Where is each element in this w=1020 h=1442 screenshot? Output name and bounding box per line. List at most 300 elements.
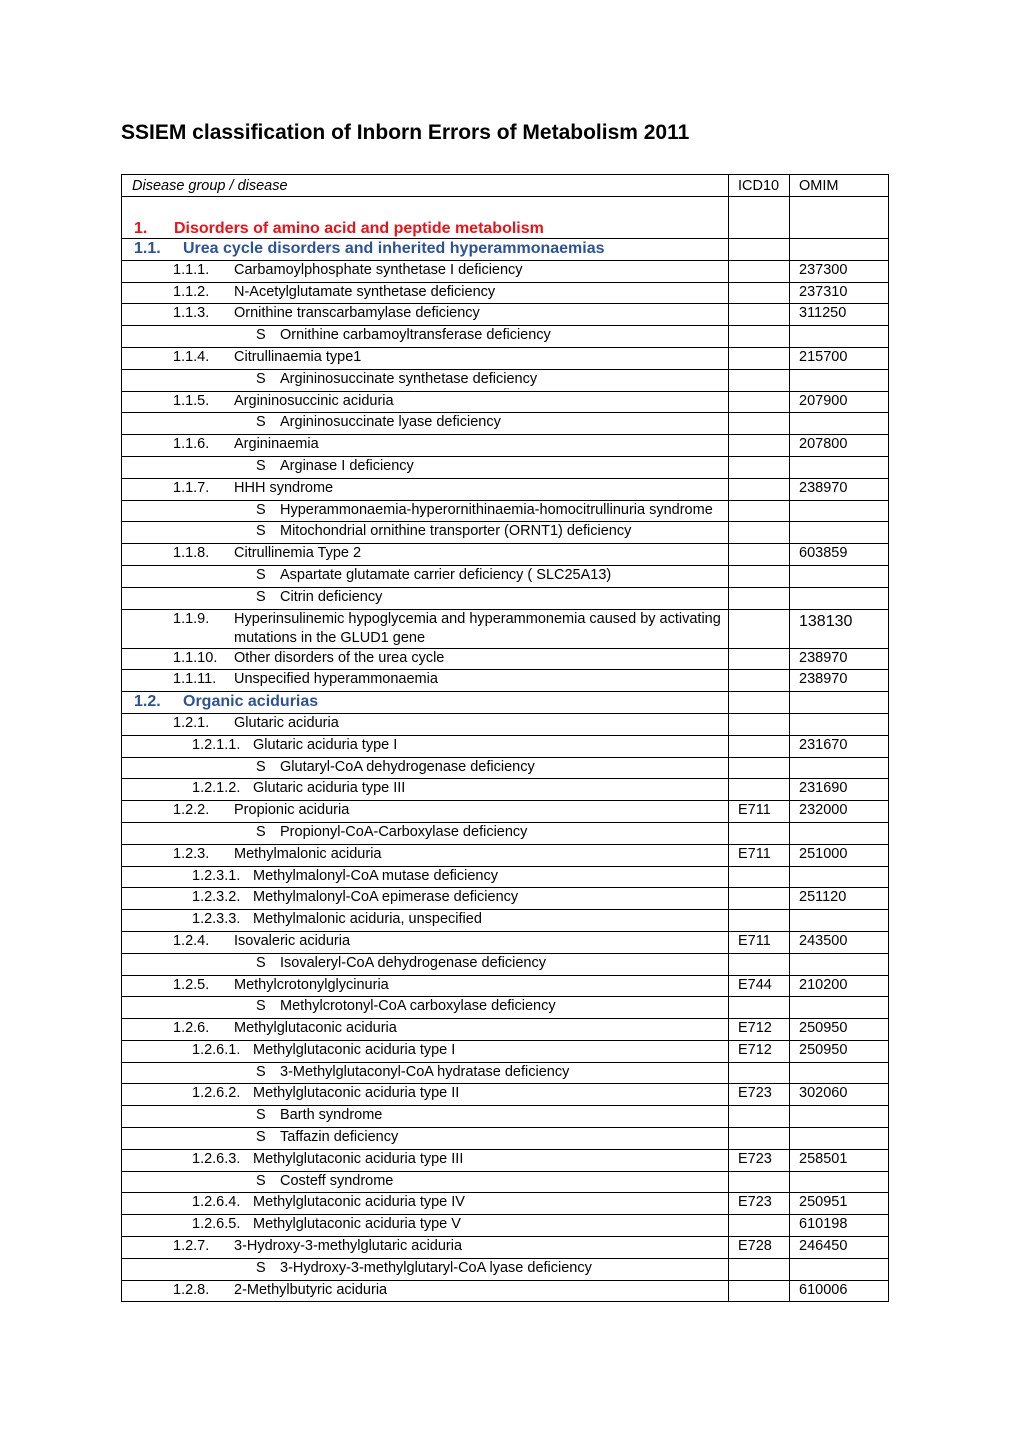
table-row xyxy=(122,779,889,801)
icd10-cell xyxy=(729,197,790,239)
table-row xyxy=(122,1171,889,1193)
icd10-cell: E723 xyxy=(729,1149,790,1171)
row-number: 1.2.6.3. xyxy=(192,1150,241,1167)
table-row xyxy=(122,648,889,670)
table-row xyxy=(122,888,889,910)
row-disease-name: Propionic aciduria xyxy=(234,802,350,819)
omim-cell xyxy=(790,522,889,544)
disease-cell xyxy=(122,1062,729,1084)
table-row xyxy=(122,1084,889,1106)
disease-cell xyxy=(122,609,729,648)
omim-cell: 231690 xyxy=(790,779,889,801)
icd10-cell xyxy=(729,953,790,975)
row-number: S xyxy=(256,1172,266,1189)
row-number: 1.2.1.1. xyxy=(192,736,241,753)
omim-cell xyxy=(790,713,889,735)
icd10-cell xyxy=(729,910,790,932)
table-row xyxy=(122,435,889,457)
omim-cell xyxy=(790,197,889,239)
row-number: 1.2.7. xyxy=(173,1238,210,1255)
disease-cell xyxy=(122,670,729,692)
table-row xyxy=(122,1062,889,1084)
row-number: 1.1.7. xyxy=(173,479,210,496)
table-row xyxy=(122,456,889,478)
row-disease-name: Argininosuccinate synthetase deficiency xyxy=(280,370,538,387)
disease-cell xyxy=(122,953,729,975)
row-disease-name: Isovaleric aciduria xyxy=(234,932,351,949)
row-disease-name: Methylcrotonylglycinuria xyxy=(234,976,389,993)
disease-cell xyxy=(122,888,729,910)
omim-cell: 207800 xyxy=(790,435,889,457)
icd10-cell xyxy=(729,347,790,369)
row-disease-name: Costeff syndrome xyxy=(280,1172,394,1189)
table-body xyxy=(122,197,889,1302)
row-disease-name: 2-Methylbutyric aciduria xyxy=(234,1281,388,1298)
row-disease-name: 3-Hydroxy-3-methylglutaryl-CoA lyase deficiency xyxy=(280,1259,592,1276)
omim-cell: 251120 xyxy=(790,888,889,910)
disease-cell xyxy=(122,931,729,953)
header-icd10: ICD10 xyxy=(729,175,790,197)
icd10-cell xyxy=(729,692,790,714)
row-number: S xyxy=(256,370,266,387)
omim-cell: 251000 xyxy=(790,844,889,866)
row-disease-name: Methylcrotonyl-CoA carboxylase deficiency xyxy=(280,998,556,1015)
table-row xyxy=(122,844,889,866)
row-number: S xyxy=(256,327,266,344)
icd10-cell xyxy=(729,779,790,801)
header-disease: Disease group / disease xyxy=(122,175,729,197)
disease-cell xyxy=(122,1237,729,1259)
row-number: 1.2.3. xyxy=(173,845,210,862)
row-disease-name: Organic acidurias xyxy=(183,693,319,711)
icd10-cell: E711 xyxy=(729,844,790,866)
icd10-cell: E712 xyxy=(729,1040,790,1062)
disease-cell xyxy=(122,648,729,670)
omim-cell xyxy=(790,500,889,522)
row-disease-name: Ornithine transcarbamylase deficiency xyxy=(234,305,480,322)
table-row xyxy=(122,260,889,282)
row-number: S xyxy=(256,457,266,474)
omim-cell: 250950 xyxy=(790,1040,889,1062)
omim-cell xyxy=(790,910,889,932)
row-number: S xyxy=(256,588,266,605)
icd10-cell: E723 xyxy=(729,1193,790,1215)
row-number: 1.2.3.1. xyxy=(192,867,241,884)
icd10-cell xyxy=(729,1171,790,1193)
table-row xyxy=(122,713,889,735)
table-row xyxy=(122,522,889,544)
omim-cell: 610006 xyxy=(790,1280,889,1302)
omim-cell: 210200 xyxy=(790,975,889,997)
row-number: 1.1.11. xyxy=(173,671,217,688)
icd10-cell: E711 xyxy=(729,801,790,823)
omim-cell: 238970 xyxy=(790,648,889,670)
row-number: 1.2.8. xyxy=(173,1281,210,1298)
disease-cell xyxy=(122,997,729,1019)
omim-cell xyxy=(790,953,889,975)
icd10-cell xyxy=(729,413,790,435)
icd10-cell xyxy=(729,1062,790,1084)
row-disease-name: Methylmalonic aciduria xyxy=(234,845,382,862)
icd10-cell xyxy=(729,1215,790,1237)
table-row xyxy=(122,801,889,823)
icd10-cell xyxy=(729,609,790,648)
disease-cell xyxy=(122,1258,729,1280)
table-row xyxy=(122,1280,889,1302)
row-disease-name: Methylglutaconic aciduria type IV xyxy=(253,1194,465,1211)
omim-cell xyxy=(790,413,889,435)
omim-cell xyxy=(790,565,889,587)
row-disease-name: Glutaric aciduria type I xyxy=(253,736,398,753)
row-disease-name: N-Acetylglutamate synthetase deficiency xyxy=(234,283,496,300)
table-header-row xyxy=(122,175,889,197)
omim-cell: 237310 xyxy=(790,282,889,304)
table-row xyxy=(122,670,889,692)
omim-cell: 215700 xyxy=(790,347,889,369)
icd10-cell xyxy=(729,866,790,888)
disease-cell xyxy=(122,757,729,779)
icd10-cell xyxy=(729,1128,790,1150)
table-row xyxy=(122,1258,889,1280)
omim-cell xyxy=(790,369,889,391)
icd10-cell xyxy=(729,1106,790,1128)
row-number: S xyxy=(256,414,266,431)
row-disease-name: Glutaric aciduria xyxy=(234,714,339,731)
omim-cell xyxy=(790,822,889,844)
row-number: S xyxy=(256,1063,266,1080)
icd10-cell xyxy=(729,456,790,478)
row-disease-name: Glutaryl-CoA dehydrogenase deficiency xyxy=(280,758,535,775)
omim-cell: 232000 xyxy=(790,801,889,823)
omim-cell: 246450 xyxy=(790,1237,889,1259)
disease-cell xyxy=(122,1084,729,1106)
row-disease-name: Arginase I deficiency xyxy=(280,457,414,474)
row-disease-name: Ornithine carbamoyltransferase deficiency xyxy=(280,327,551,344)
table-row xyxy=(122,347,889,369)
row-number: S xyxy=(256,954,266,971)
row-number: 1.2.6.4. xyxy=(192,1194,241,1211)
table-row xyxy=(122,326,889,348)
row-disease-name: Disorders of amino acid and peptide metabolism xyxy=(174,220,544,237)
omim-cell: 243500 xyxy=(790,931,889,953)
omim-cell: 237300 xyxy=(790,260,889,282)
disease-cell xyxy=(122,1019,729,1041)
table-row xyxy=(122,239,889,261)
table-row xyxy=(122,587,889,609)
row-disease-name: 3-Methylglutaconyl-CoA hydratase deficiency xyxy=(280,1063,570,1080)
table-row xyxy=(122,544,889,566)
row-number: 1.1.3. xyxy=(173,305,210,322)
icd10-cell xyxy=(729,735,790,757)
icd10-cell xyxy=(729,1280,790,1302)
omim-cell: 311250 xyxy=(790,304,889,326)
table-row xyxy=(122,735,889,757)
row-number: 1.2.4. xyxy=(173,932,210,949)
icd10-cell: E744 xyxy=(729,975,790,997)
page-title: SSIEM classification of Inborn Errors of Metabolism 2011 xyxy=(121,121,690,144)
row-number: 1.1. xyxy=(134,240,161,257)
row-disease-name: Mitochondrial ornithine transporter (ORNT1) deficiency xyxy=(280,523,632,540)
icd10-cell xyxy=(729,260,790,282)
omim-cell xyxy=(790,1106,889,1128)
row-number: S xyxy=(256,566,266,583)
table-row xyxy=(122,282,889,304)
icd10-cell xyxy=(729,648,790,670)
row-disease-name: Methylmalonyl-CoA epimerase deficiency xyxy=(253,889,519,906)
table-row xyxy=(122,1237,889,1259)
disease-cell xyxy=(122,713,729,735)
row-number: 1.2.6.1. xyxy=(192,1041,241,1058)
row-disease-name: Hyperammonaemia-hyperornithinaemia-homocitrullinuria syndrome xyxy=(280,501,713,518)
table-row xyxy=(122,391,889,413)
row-disease-name: Methylglutaconic aciduria type V xyxy=(253,1216,461,1233)
row-number: 1.2.1. xyxy=(173,714,210,731)
omim-cell xyxy=(790,587,889,609)
omim-cell: 258501 xyxy=(790,1149,889,1171)
table-row xyxy=(122,478,889,500)
icd10-cell xyxy=(729,713,790,735)
disease-cell xyxy=(122,1128,729,1150)
omim-cell: 250950 xyxy=(790,1019,889,1041)
row-disease-name: Aspartate glutamate carrier deficiency ( SLC25A13) xyxy=(280,566,612,583)
omim-cell: 302060 xyxy=(790,1084,889,1106)
icd10-cell xyxy=(729,1258,790,1280)
disease-cell xyxy=(122,435,729,457)
omim-cell xyxy=(790,1062,889,1084)
disease-cell xyxy=(122,369,729,391)
row-number: S xyxy=(256,758,266,775)
disease-cell xyxy=(122,975,729,997)
row-number: 1.2. xyxy=(134,693,161,711)
table-row xyxy=(122,413,889,435)
row-number: 1.2.6. xyxy=(173,1020,210,1037)
omim-cell xyxy=(790,456,889,478)
row-disease-name: Methylmalonic aciduria, unspecified xyxy=(253,911,482,928)
row-number: 1.2.3.2. xyxy=(192,889,241,906)
table-row xyxy=(122,1215,889,1237)
table-row xyxy=(122,197,889,239)
icd10-cell xyxy=(729,565,790,587)
icd10-cell xyxy=(729,888,790,910)
disease-cell xyxy=(122,1040,729,1062)
table-row xyxy=(122,692,889,714)
row-number: 1.1.8. xyxy=(173,545,210,562)
row-number: S xyxy=(256,1107,266,1124)
icd10-cell xyxy=(729,304,790,326)
table-row xyxy=(122,369,889,391)
row-disease-name: Methylglutaconic aciduria type III xyxy=(253,1150,464,1167)
row-number: 1.1.1. xyxy=(173,261,210,278)
row-number: S xyxy=(256,501,266,518)
omim-cell xyxy=(790,326,889,348)
table-row xyxy=(122,1040,889,1062)
row-number: 1.1.6. xyxy=(173,436,210,453)
disease-cell xyxy=(122,801,729,823)
icd10-cell xyxy=(729,239,790,261)
row-number: 1.2.6.5. xyxy=(192,1216,241,1233)
icd10-cell xyxy=(729,670,790,692)
icd10-cell xyxy=(729,326,790,348)
row-number: 1.2.1.2. xyxy=(192,780,241,797)
omim-cell: 238970 xyxy=(790,670,889,692)
disease-cell xyxy=(122,500,729,522)
disease-cell xyxy=(122,260,729,282)
table-row xyxy=(122,822,889,844)
disease-cell xyxy=(122,822,729,844)
table-row xyxy=(122,866,889,888)
disease-cell xyxy=(122,239,729,261)
disease-cell xyxy=(122,735,729,757)
omim-cell xyxy=(790,1128,889,1150)
row-disease-name: Citrullinaemia type1 xyxy=(234,348,362,365)
icd10-cell xyxy=(729,282,790,304)
disease-cell xyxy=(122,692,729,714)
omim-cell: 250951 xyxy=(790,1193,889,1215)
row-number: S xyxy=(256,998,266,1015)
row-disease-name: Argininosuccinate lyase deficiency xyxy=(280,414,501,431)
icd10-cell xyxy=(729,757,790,779)
disease-cell xyxy=(122,391,729,413)
row-number: S xyxy=(256,1259,266,1276)
table-row xyxy=(122,500,889,522)
table-row xyxy=(122,609,889,648)
icd10-cell xyxy=(729,478,790,500)
icd10-cell xyxy=(729,822,790,844)
disease-cell xyxy=(122,282,729,304)
row-disease-name: Citrin deficiency xyxy=(280,588,383,605)
row-disease-name: Hyperinsulinemic hypoglycemia and hyperammonemia caused by activating mutations in the GLUD1 gene xyxy=(234,610,721,646)
header-omim: OMIM xyxy=(790,175,889,197)
omim-cell xyxy=(790,866,889,888)
table-row xyxy=(122,1128,889,1150)
row-number: 1.1.5. xyxy=(173,392,210,409)
table-row xyxy=(122,1193,889,1215)
disease-cell xyxy=(122,1106,729,1128)
disease-cell xyxy=(122,1149,729,1171)
icd10-cell: E728 xyxy=(729,1237,790,1259)
omim-cell xyxy=(790,239,889,261)
row-disease-name: Isovaleryl-CoA dehydrogenase deficiency xyxy=(280,954,546,971)
omim-cell xyxy=(790,997,889,1019)
row-disease-name: Methylglutaconic aciduria xyxy=(234,1020,397,1037)
row-number: 1.1.9. xyxy=(173,610,210,627)
row-disease-name: Urea cycle disorders and inherited hyperammonaemias xyxy=(183,240,605,257)
row-disease-name: Barth syndrome xyxy=(280,1107,383,1124)
disease-cell xyxy=(122,587,729,609)
row-number: 1.2.2. xyxy=(173,802,210,819)
row-disease-name: Argininaemia xyxy=(234,436,319,453)
icd10-cell xyxy=(729,391,790,413)
table-row xyxy=(122,304,889,326)
row-number: 1.2.3.3. xyxy=(192,911,241,928)
table-row xyxy=(122,1149,889,1171)
row-number: S xyxy=(256,523,266,540)
row-number: 1.1.2. xyxy=(173,283,210,300)
table-row xyxy=(122,975,889,997)
icd10-cell: E712 xyxy=(729,1019,790,1041)
omim-cell: 231670 xyxy=(790,735,889,757)
disease-cell xyxy=(122,844,729,866)
table-row xyxy=(122,931,889,953)
table-row xyxy=(122,757,889,779)
icd10-cell: E711 xyxy=(729,931,790,953)
row-disease-name: Other disorders of the urea cycle xyxy=(234,649,445,666)
disease-cell xyxy=(122,779,729,801)
table-row xyxy=(122,910,889,932)
disease-cell xyxy=(122,413,729,435)
omim-cell: 603859 xyxy=(790,544,889,566)
icd10-cell: E723 xyxy=(729,1084,790,1106)
disease-cell xyxy=(122,1280,729,1302)
disease-cell xyxy=(122,478,729,500)
icd10-cell xyxy=(729,500,790,522)
disease-cell xyxy=(122,326,729,348)
icd10-cell xyxy=(729,522,790,544)
table-row xyxy=(122,1106,889,1128)
omim-cell: 138130 xyxy=(790,609,889,648)
omim-cell: 238970 xyxy=(790,478,889,500)
row-disease-name: Argininosuccinic aciduria xyxy=(234,392,394,409)
omim-cell xyxy=(790,757,889,779)
omim-cell: 207900 xyxy=(790,391,889,413)
classification-table xyxy=(121,174,889,1302)
row-number: S xyxy=(256,823,266,840)
disease-cell xyxy=(122,866,729,888)
table-row xyxy=(122,953,889,975)
disease-cell xyxy=(122,347,729,369)
table-row xyxy=(122,1019,889,1041)
omim-cell xyxy=(790,1258,889,1280)
disease-cell xyxy=(122,910,729,932)
omim-cell xyxy=(790,692,889,714)
row-disease-name: Methylglutaconic aciduria type II xyxy=(253,1085,460,1102)
icd10-cell xyxy=(729,435,790,457)
row-number: 1.1.4. xyxy=(173,348,210,365)
disease-cell xyxy=(122,565,729,587)
row-disease-name: Unspecified hyperammonaemia xyxy=(234,671,438,688)
table-row xyxy=(122,565,889,587)
row-disease-name: Propionyl-CoA-Carboxylase deficiency xyxy=(280,823,528,840)
disease-cell xyxy=(122,544,729,566)
row-number: 1.1.10. xyxy=(173,649,218,666)
row-disease-name: HHH syndrome xyxy=(234,479,334,496)
icd10-cell xyxy=(729,369,790,391)
row-number: 1.2.6.2. xyxy=(192,1085,241,1102)
omim-cell: 610198 xyxy=(790,1215,889,1237)
row-disease-name: 3-Hydroxy-3-methylglutaric aciduria xyxy=(234,1238,463,1255)
icd10-cell xyxy=(729,544,790,566)
disease-cell xyxy=(122,456,729,478)
disease-cell xyxy=(122,304,729,326)
row-disease-name: Methylmalonyl-CoA mutase deficiency xyxy=(253,867,498,884)
row-disease-name: Citrullinemia Type 2 xyxy=(234,545,362,562)
row-number: 1. xyxy=(134,220,148,237)
row-disease-name: Taffazin deficiency xyxy=(280,1129,399,1146)
disease-cell xyxy=(122,197,729,239)
row-number: 1.2.5. xyxy=(173,976,210,993)
table-row xyxy=(122,997,889,1019)
row-disease-name: Methylglutaconic aciduria type I xyxy=(253,1041,456,1058)
icd10-cell xyxy=(729,587,790,609)
disease-cell xyxy=(122,1171,729,1193)
row-disease-name: Glutaric aciduria type III xyxy=(253,780,406,797)
disease-cell xyxy=(122,1193,729,1215)
row-number: S xyxy=(256,1129,266,1146)
icd10-cell xyxy=(729,997,790,1019)
omim-cell xyxy=(790,1171,889,1193)
row-disease-name: Carbamoylphosphate synthetase I deficiency xyxy=(234,261,523,278)
disease-cell xyxy=(122,522,729,544)
